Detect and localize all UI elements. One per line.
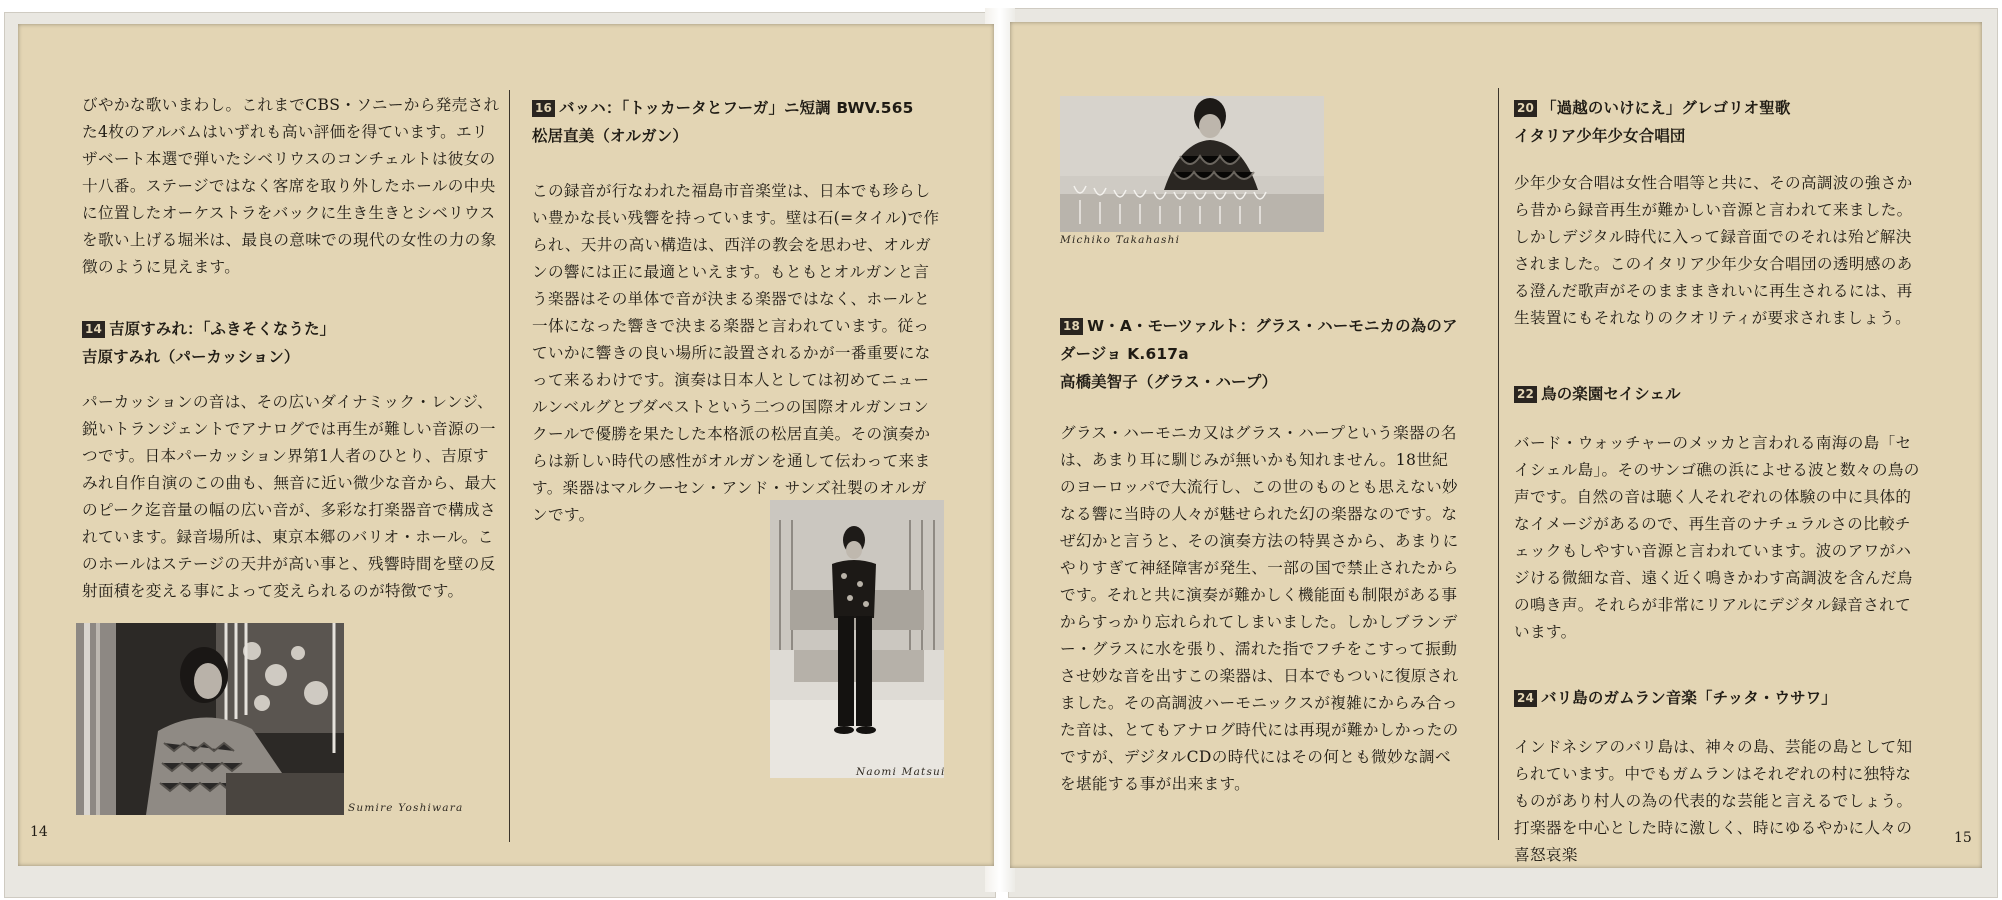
photo-michiko-takahashi xyxy=(1060,96,1324,232)
caption-sumire-yoshiwara: Sumire Yoshiwara xyxy=(348,802,464,814)
page-number-left: 14 xyxy=(30,824,48,840)
track-18-performer: 高橋美智子（グラス・ハープ） xyxy=(1060,373,1278,391)
track-22-number: 22 xyxy=(1514,386,1537,403)
track-20-number: 20 xyxy=(1514,100,1537,117)
left-column-1 xyxy=(82,92,502,605)
track-24-number: 24 xyxy=(1514,690,1537,707)
track-18-title: W・A・モーツァルト：グラス・ハーモニカの為のアダージョ K.617a xyxy=(1060,317,1458,363)
track-22-body: バード・ウォッチャーのメッカと言われる南海の島「セイシェル島」。そのサンゴ礁の浜によせる波と数々の鳥の声です。自然の音は聴く人それぞれの体験の中に具体的なイメージがあるので、再生音のナチュラルさの比較チェックもしやすい音源と言われています。波のアワがハジける微細な音、遠く近く鳴きかわす高調波を含んだ鳥の鳴き声。それらが非常にリアルにデジタル録音されています。 xyxy=(1514,434,1920,641)
caption-michiko-takahashi: Michiko Takahashi xyxy=(1060,234,1181,246)
right-column-divider xyxy=(1498,88,1499,840)
track-14-title: 吉原すみれ：「ふきそくなうた」 xyxy=(109,320,336,338)
page-number-right: 15 xyxy=(1954,830,1972,846)
track-16-title: バッハ：「トッカータとフーガ」ニ短調 BWV.565 xyxy=(559,99,914,117)
track-16-heading xyxy=(532,94,942,122)
track-16-performer: 松居直美（オルガン） xyxy=(532,127,688,145)
track-18-number: 18 xyxy=(1060,318,1083,335)
left-page xyxy=(18,24,994,866)
track-22-title: 鳥の楽園セイシェル xyxy=(1541,385,1681,403)
track-20-title: 「過越のいけにえ」グレゴリオ聖歌 xyxy=(1541,99,1791,117)
caption-naomi-matsui: Naomi Matsui xyxy=(856,766,946,778)
track-20-performer: イタリア少年少女合唱団 xyxy=(1514,127,1686,145)
track-14-performer: 吉原すみれ（パーカッション） xyxy=(82,348,300,366)
organist-photo-image xyxy=(770,500,944,778)
track-18-body: グラス・ハーモニカ又はグラス・ハープという楽器の名は、あまり耳に馴じみが無いかも知れません。18世紀のヨーロッパで大流行し、この世のものとも思えない妙なる響に当時の人々が魅せられた幻の楽器なのです。なぜ幻かと言うと、その演奏方法の特異さから、あまりにやりすぎて神経障害が発生、一部の国で禁止されたからです。それと共に演奏が難かしく機能面も制限がある事からすっかり忘れられてしまいました。しかしブランデー・グラスに水を張り、濡れた指でフチをこすって振動させ妙な音を出すこの楽器は、日本でもついに復原されました。その高調波ハーモニックスが複雑にからみ合った音は、とてもアナログ時代には再現が難かしかったのですが、デジタルCDの時代にはその何とも微妙な調べを堪能する事が出来ます。 xyxy=(1060,424,1459,793)
intro-paragraph: びやかな歌いまわし。これまでCBS・ソニーから発売された4枚のアルバムはいずれも高い評価を得ています。エリザベート本選で弾いたシベリウスのコンチェルトは彼女の十八番。ステージではなく客席を取り外したホールの中央に位置したオーケストラをバックに生き生きとシベリウスを歌い上げる堀米は、最良の意味での現代の女性の力の象徴のように見えます。 xyxy=(82,96,500,276)
left-column-2 xyxy=(532,94,942,529)
track-20-heading xyxy=(1514,94,1922,122)
track-14-heading xyxy=(82,315,502,343)
track-16-number: 16 xyxy=(532,100,555,117)
track-14-number: 14 xyxy=(82,321,105,338)
percussion-photo-image xyxy=(76,623,344,815)
photo-sumire-yoshiwara xyxy=(76,623,344,815)
track-16-body: この録音が行なわれた福島市音楽堂は、日本でも珍らしい豊かな長い残響を持っています。壁は石(=タイル)で作られ、天井の高い構造は、西洋の教会を思わせ、オルガンの響には正に最適といえます。もともとオルガンと言う楽器はその単体で音が決まる楽器ではなく、ホールと一体になった響きで決まる楽器と言われています。従っていかに響きの良い場所に設置されるかが一番重要になって来るわけです。演奏は日本人としては初めてニュールンベルグとブダペストという二つの国際オルガンコンクールで優勝を果たした本格派の松居直美。その演奏からは新しい時代の感性がオルガンを通して伝わって来ます。楽器はマルクーセン・アンド・サンズ社製のオルガンです。 xyxy=(532,182,940,524)
track-24-heading xyxy=(1514,684,1922,712)
track-20-body: 少年少女合唱は女性合唱等と共に、その高調波の強さから昔から録音再生が難かしい音源と言われて来ました。しかしデジタル時代に入って録音面でのそれは殆ど解決されました。このイタリア少年少女合唱団の透明感のある澄んだ歌声がそのまままきれいに再生されるには、再生装置にもそれなりのクオリティが要求されましょう。 xyxy=(1514,174,1913,327)
left-column-divider xyxy=(509,90,510,842)
track-14-body: パーカッションの音は、その広いダイナミック・レンジ、鋭いトランジェントでアナログでは再生が難しい音源の一つです。日本パーカッション界第1人者のひとり、吉原すみれ自作自演のこの曲も、無音に近い微少な音から、最大のピーク迄音量の幅の広い音が、多彩な打楽器音で構成されています。録音場所は、東京本郷のバリオ・ホール。このホールはステージの天井が高い事と、残響時間を壁の反射面積を変える事によって変えられるのが特徴です。 xyxy=(82,393,497,600)
right-column-1 xyxy=(1060,312,1460,798)
track-22-heading xyxy=(1514,380,1922,408)
track-18-heading xyxy=(1060,312,1460,368)
track-24-body: インドネシアのバリ島は、神々の島、芸能の島として知られています。中でもガムランはそれぞれの村に独特なものがあり村人の為の代表的な芸能と言えるでしょう。打楽器を中心とした時に激しく、時にゆるやかに人々の喜怒哀楽 xyxy=(1514,738,1913,864)
glass-harp-photo-image xyxy=(1060,96,1324,232)
track-24-title: バリ島のガムラン音楽「チッタ・ウサワ」 xyxy=(1541,689,1837,707)
right-column-2 xyxy=(1514,94,1922,869)
right-page xyxy=(1010,22,1982,868)
photo-naomi-matsui xyxy=(770,500,944,778)
